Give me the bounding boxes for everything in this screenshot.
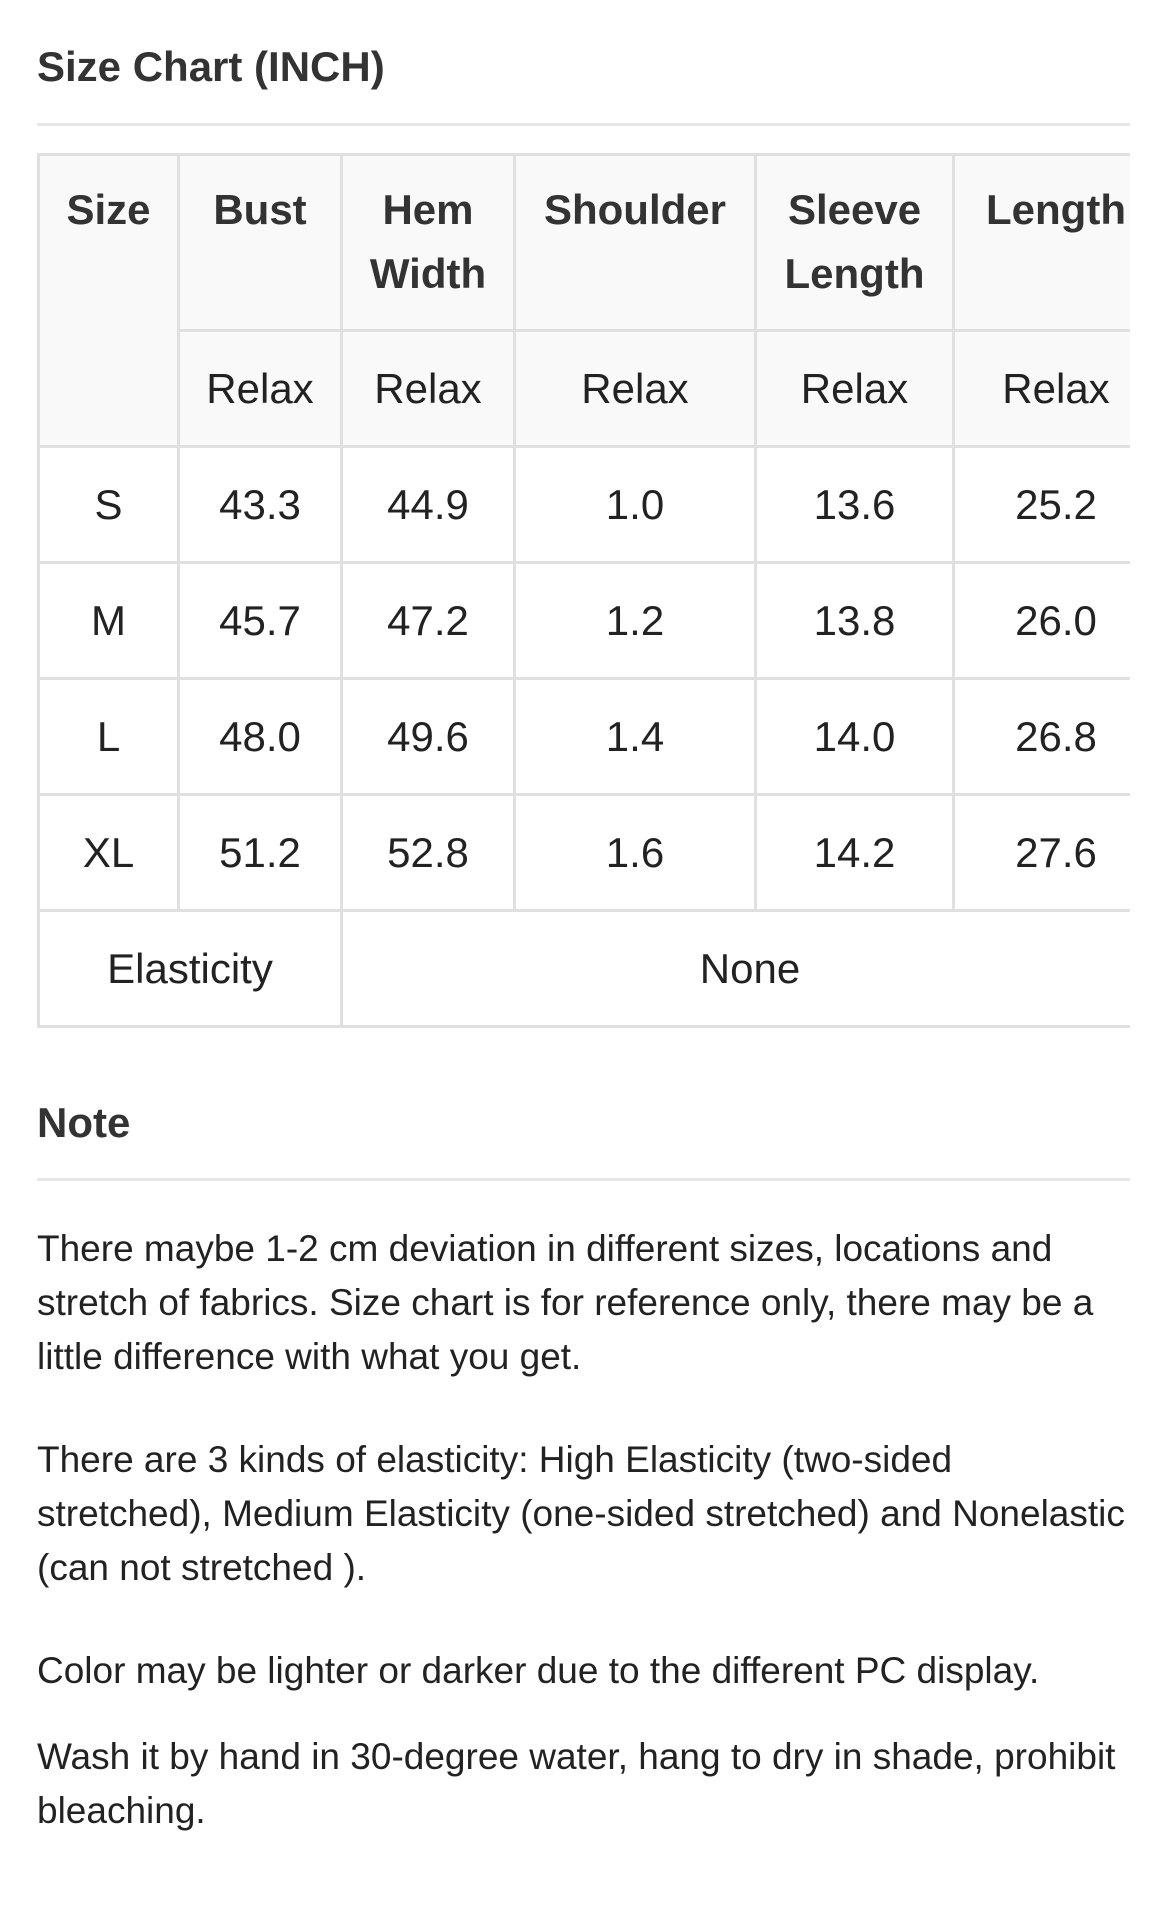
note-paragraph: Wash it by hand in 30-degree water, hang to dry in shade, prohibit bleaching. (37, 1736, 1116, 1831)
subheader-length: Relax (954, 331, 1131, 447)
subheader-bust: Relax (179, 331, 342, 447)
cell-shoulder: 1.2 (515, 563, 756, 679)
note-paragraph: There maybe 1-2 cm deviation in different sizes, locations and stretch of fabrics. Size chart is for reference only, there may be a little difference with what you get. (37, 1228, 1094, 1377)
note-body (37, 1222, 1130, 1887)
cell-hem-width: 52.8 (342, 795, 515, 911)
cell-bust: 51.2 (179, 795, 342, 911)
cell-length: 26.0 (954, 563, 1131, 679)
cell-shoulder: 1.6 (515, 795, 756, 911)
note-divider (37, 1178, 1130, 1181)
cell-hem-width: 49.6 (342, 679, 515, 795)
cell-shoulder: 1.4 (515, 679, 756, 795)
cell-length: 25.2 (954, 447, 1131, 563)
size-table-scroll[interactable] (37, 153, 1130, 1028)
cell-sleeve-length: 14.2 (756, 795, 954, 911)
table-row (39, 795, 1131, 911)
header-sleeve-length: Sleeve Length (756, 155, 954, 331)
size-chart-divider (37, 123, 1130, 126)
subheader-sleeve-length: Relax (756, 331, 954, 447)
header-shoulder: Shoulder (515, 155, 756, 331)
cell-shoulder: 1.0 (515, 447, 756, 563)
cell-size: XL (39, 795, 179, 911)
cell-hem-width: 47.2 (342, 563, 515, 679)
elasticity-value: None (342, 911, 1131, 1027)
cell-bust: 45.7 (179, 563, 342, 679)
subheader-hem-width: Relax (342, 331, 515, 447)
table-row (39, 563, 1131, 679)
subheader-shoulder: Relax (515, 331, 756, 447)
elasticity-label: Elasticity (39, 911, 342, 1027)
header-length: Length (954, 155, 1131, 331)
cell-length: 27.6 (954, 795, 1131, 911)
header-bust: Bust (179, 155, 342, 331)
note-title: Note (37, 1099, 131, 1146)
cell-size: S (39, 447, 179, 563)
table-row (39, 447, 1131, 563)
size-table (37, 153, 1130, 1028)
cell-hem-width: 44.9 (342, 447, 515, 563)
table-header-row (39, 155, 1131, 331)
cell-length: 26.8 (954, 679, 1131, 795)
table-row (39, 679, 1131, 795)
header-size: Size (39, 155, 179, 447)
note-paragraph: Color may be lighter or darker due to the different PC display. (37, 1650, 1040, 1691)
cell-sleeve-length: 14.0 (756, 679, 954, 795)
cell-sleeve-length: 13.8 (756, 563, 954, 679)
cell-size: M (39, 563, 179, 679)
table-subheader-row (39, 331, 1131, 447)
cell-sleeve-length: 13.6 (756, 447, 954, 563)
elasticity-row (39, 911, 1131, 1027)
cell-bust: 43.3 (179, 447, 342, 563)
note-paragraph: There are 3 kinds of elasticity: High Elasticity (two-sided stretched), Medium Elasticity (one-sided stretched) and Nonelastic (can not stretched ). (37, 1439, 1125, 1588)
cell-size: L (39, 679, 179, 795)
header-hem-width: Hem Width (342, 155, 515, 331)
size-chart-title: Size Chart (INCH) (37, 43, 385, 90)
cell-bust: 48.0 (179, 679, 342, 795)
